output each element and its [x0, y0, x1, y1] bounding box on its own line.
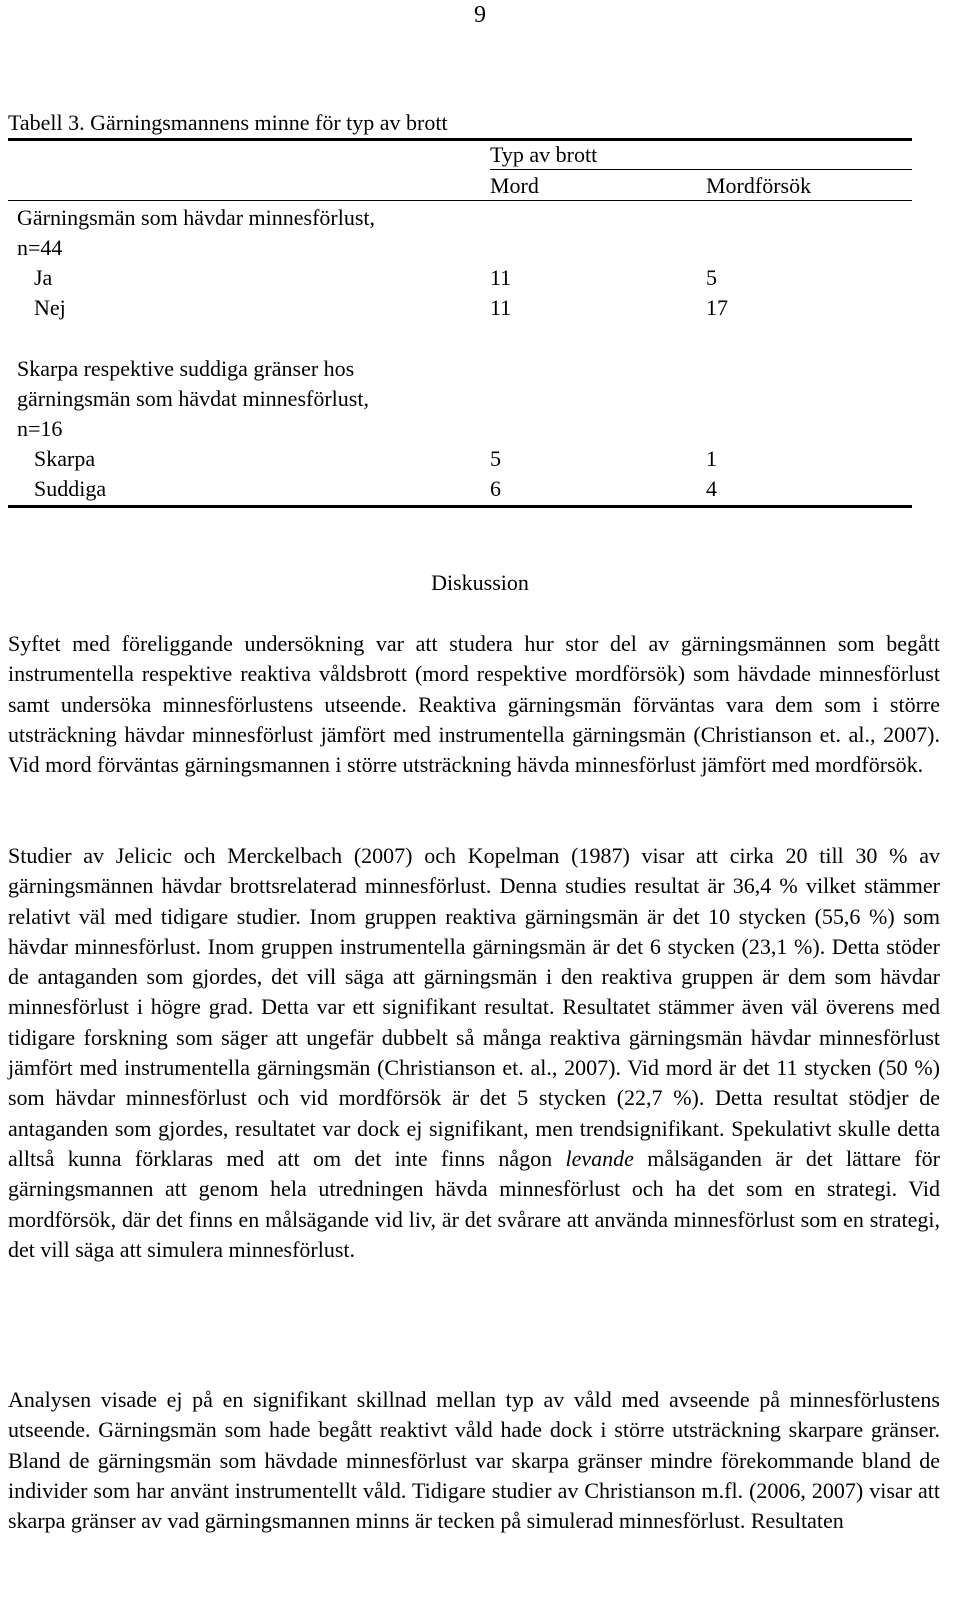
row-label: Skarpa — [34, 446, 96, 471]
cell-value: 5 — [490, 446, 501, 471]
section-title: n=44 — [17, 235, 63, 260]
section-heading: Diskussion — [431, 570, 529, 595]
cell-value: 17 — [706, 295, 728, 320]
table-top-rule — [8, 138, 912, 141]
cell-value: 11 — [490, 265, 512, 290]
cell-value: 1 — [706, 446, 717, 471]
section-title: Skarpa respektive suddiga gränser hos — [17, 356, 355, 381]
group-header: Typ av brott — [490, 142, 598, 167]
cell-value: 5 — [706, 265, 717, 290]
cell-value: 6 — [490, 476, 501, 501]
paragraph-text: Studier av Jelicic och Merckelbach (2007) och Kopelman (1987) visar att cirka 20 till 30 % av gärningsmännen hävdar brottsrelaterad minnesförlust. Denna studies resultat är 36,4 % vilket stämmer relativt väl med tidigare studier. Inom gruppen reaktiva gärningsmän är det 10 stycken (55,6 %) som hävdar minnesförlust. Inom gruppen instrumentella gärningsmän är det 6 stycken (23,1 %). Detta stöder de antaganden som gjordes, det vill säga att gärningsmän i den reaktiva gruppen är dem som hävdar minnesförlust i högre grad. Detta var ett signifikant resultat. Resultatet stämmer även väl överens med tidigare forskning som säger att ungefär dubbelt så många reaktiva gärningsmän hävdar minnesförlust jämfört med instrumentella gärningsmän (Christianson et. al., 2007). Vid mord är det 11 stycken (50 %) som hävdar minnesförlust och vid mordförsök är det 5 stycken (22,7 %). Detta resultat stödjer de antaganden som gjordes, resultatet var dock ej signifikant, men trendsignifikant. Spekulativt skulle detta alltså kunna förklaras med att om det inte finns någon — [8, 843, 940, 1171]
cell-value: 4 — [706, 476, 717, 501]
column-header-mord: Mord — [490, 173, 539, 198]
table-bottom-rule — [8, 505, 912, 508]
section-title: n=16 — [17, 416, 63, 441]
column-header-mordforsok: Mordförsök — [706, 173, 812, 198]
paragraph — [8, 841, 940, 1265]
table-caption: Tabell 3. Gärningsmannens minne för typ av brott — [8, 110, 448, 135]
page-number: 9 — [474, 2, 486, 28]
section-title: Gärningsmän som hävdar minnesförlust, — [17, 205, 376, 230]
row-label: Ja — [34, 265, 53, 290]
paragraph-text: målsäganden är det lättare för gärningsmannen att genom hela utredningen hävda minnesförlust och ha det som en strategi. Vid mordförsök, där det finns en målsägande vid liv, är det svårare att använda minnesförlust som en strategi, det vill säga att simulera minnesförlust. — [8, 1145, 941, 1262]
section-title: gärningsmän som hävdat minnesförlust, — [17, 386, 369, 411]
cell-value: 11 — [490, 295, 512, 320]
row-label: Suddiga — [34, 476, 107, 501]
paragraph: Analysen visade ej på en signifikant skillnad mellan typ av våld med avseende på minnesförlustens utseende. Gärningsmän som hade begått reaktivt våld hade dock i större utsträckning skarpare gränser. Bland de gärningsmän som hävdade minnesförlust var skarpa gränser mindre förekommande bland de individer som har använt instrumentellt våld. Tidigare studier av Christianson m.fl. (2006, 2007) visar att skarpa gränser av vad gärningsmannen minns är tecken på simulerad minnesförlust. Resultaten — [8, 1387, 940, 1534]
italic-text: levande — [565, 1145, 634, 1171]
paragraph: Syftet med föreliggande undersökning var att studera hur stor del av gärningsmännen som begått instrumentella respektive reaktiva våldsbrott (mord respektive mordförsök) som hävdade minnesförlust samt undersöka minnesförlustens utseende. Reaktiva gärningsmän förväntas vara dem som i större utsträckning hävdar minnesförlust jämfört med instrumentella gärningsmän (Christianson et. al., 2007). Vid mord förväntas gärningsmannen i större utsträckning hävda minnesförlust jämfört med mordförsök. — [8, 631, 940, 778]
row-label: Nej — [34, 295, 66, 320]
